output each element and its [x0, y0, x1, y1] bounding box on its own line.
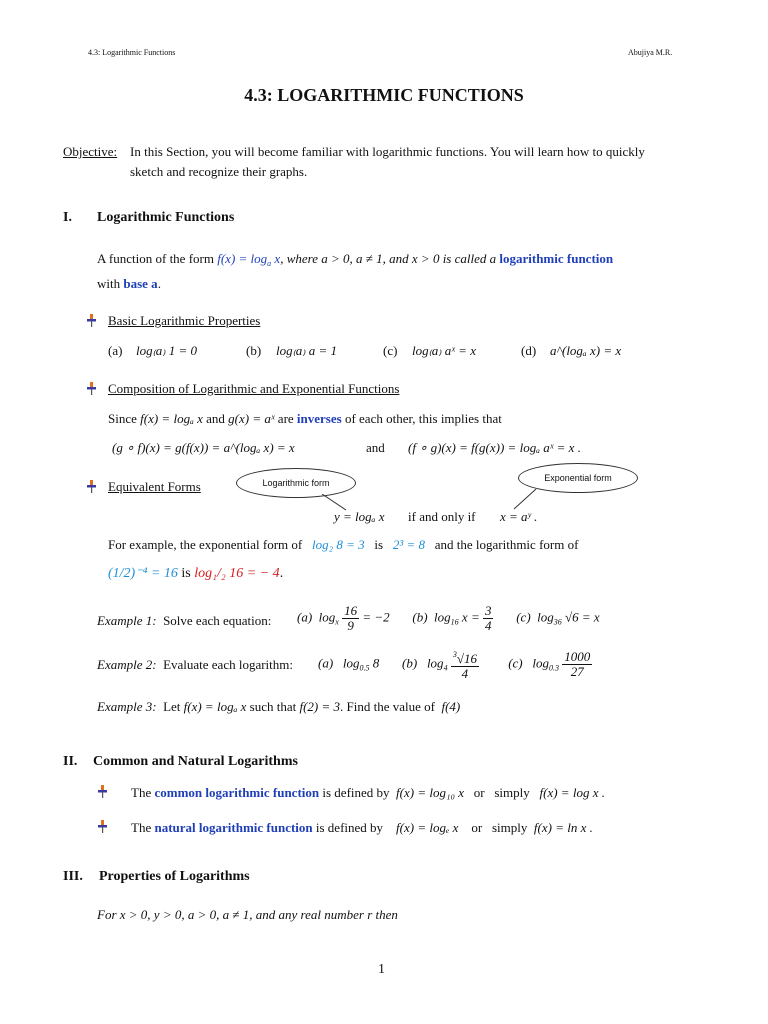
equivalent-example-line1: For example, the exponential form of log₂ 8 = 3 is 2³ = 8 and the logarithmic form of: [108, 537, 579, 552]
example-1: Example 1: Solve each equation:: [97, 613, 272, 628]
log-definition: A function of the form $f(x) = \log_a x$, where a > 0, a ≠ 1, and x > 0 is called a logarithmic function: [97, 251, 614, 268]
pushpin-icon: [86, 314, 97, 327]
term-common-logarithmic-function: common logarithmic function: [154, 785, 320, 800]
composition-heading: Composition of Logarithmic and Exponential Functions: [108, 381, 400, 396]
section-3-number: III.: [63, 869, 83, 884]
properties-conditions: For x > 0, y > 0, a > 0, a ≠ 1, and any real number r then: [97, 907, 398, 922]
property-a: log₍a₎ 1 = 0: [136, 343, 198, 358]
equivalent-example-line2: (1/2)⁻⁴ = 16 is log₁/₂ 16 = − 4.: [108, 566, 284, 581]
term-base-a: base a: [123, 276, 158, 291]
pushpin-icon: [97, 820, 108, 833]
composition-fog: (f ∘ g)(x) = f(g(x)) = logₐ aˣ = x .: [408, 440, 581, 455]
property-a-label: (a): [108, 343, 123, 358]
page-title: 4.3: LOGARITHMIC FUNCTIONS: [244, 85, 524, 105]
composition-and: and: [366, 440, 385, 455]
log-definition-line2: with base a.: [97, 276, 161, 291]
definition-formula: $f(x) = \log_a x$: [217, 251, 281, 268]
composition-statement: Since f(x) = logₐ x and g(x) = aˣ are inverses of each other, this implies that: [108, 411, 502, 426]
basic-properties-heading: Basic Logarithmic Properties: [108, 313, 261, 328]
section-1-number: I.: [63, 210, 72, 225]
callout-exponential-form: Exponential form: [518, 463, 638, 493]
callout-logarithmic-form: Logarithmic form: [236, 468, 356, 498]
section-2-title: Common and Natural Logarithms: [93, 754, 298, 769]
objective-label: Objective:: [63, 144, 118, 159]
property-d-label: (d): [521, 343, 537, 358]
equivalent-iff: if and only if: [408, 509, 476, 524]
section-1-title: Logarithmic Functions: [97, 210, 235, 225]
natural-log-definition: The natural logarithmic function is defined by f(x) = logₑ x or simply f(x) = ln x .: [131, 820, 593, 835]
section-3-title: Properties of Logarithms: [99, 869, 250, 884]
term-natural-logarithmic-function: natural logarithmic function: [154, 820, 313, 835]
property-b-label: (b): [246, 343, 262, 358]
property-d: a^(logₐ x) = x: [550, 343, 622, 358]
equivalent-log-form: y = logₐ x: [334, 509, 385, 524]
property-c-label: (c): [383, 343, 398, 358]
page-number: 1: [378, 962, 385, 977]
example-2: Example 2: Evaluate each logarithm:: [97, 657, 294, 672]
property-b: log₍a₎ a = 1: [276, 343, 338, 358]
composition-gof: (g ∘ f)(x) = g(f(x)) = a^(logₐ x) = x: [112, 440, 295, 455]
example-3: Example 3: Let f(x) = logₐ x such that f(2) = 3. Find the value of f(4): [97, 699, 461, 714]
equivalent-forms-heading: Equivalent Forms: [108, 479, 201, 494]
callout-pointer-right: [510, 489, 540, 511]
pushpin-icon: [97, 785, 108, 798]
pushpin-icon: [86, 382, 97, 395]
example-1-parts: (a) $\log_x$ $\frac{16}{9}$ = −2 (b) $\log_{16} x$ = $\frac{3}{4}$ (c) $\log_{36} √6 = x$: [297, 603, 600, 633]
common-log-definition: The common logarithmic function is defined by f(x) = log₁₀ x or simply f(x) = log x .: [131, 785, 605, 800]
section-2-number: II.: [63, 754, 78, 769]
example-2-parts: (a) $\log_{0.5} 8$ (b) $\log_4$ $\frac{^3√16}{4}$ (c) $\log_{0.3}$ $\frac{1000}{27}$: [318, 649, 591, 681]
running-header-right: Abujiya M.R.: [628, 48, 673, 57]
objective-text-line1: In this Section, you will become familiar with logarithmic functions. You will learn how to quickly: [130, 144, 645, 159]
running-header-left: 4.3: Logarithmic Functions: [88, 48, 176, 57]
term-logarithmic-function: logarithmic function: [499, 251, 614, 266]
property-c: log₍a₎ aˣ = x: [412, 343, 476, 358]
term-inverses: inverses: [296, 411, 342, 426]
objective-text-line2: sketch and recognize their graphs.: [130, 164, 308, 179]
pushpin-icon: [86, 480, 97, 493]
equivalent-exp-form: x = aʸ .: [500, 509, 538, 524]
